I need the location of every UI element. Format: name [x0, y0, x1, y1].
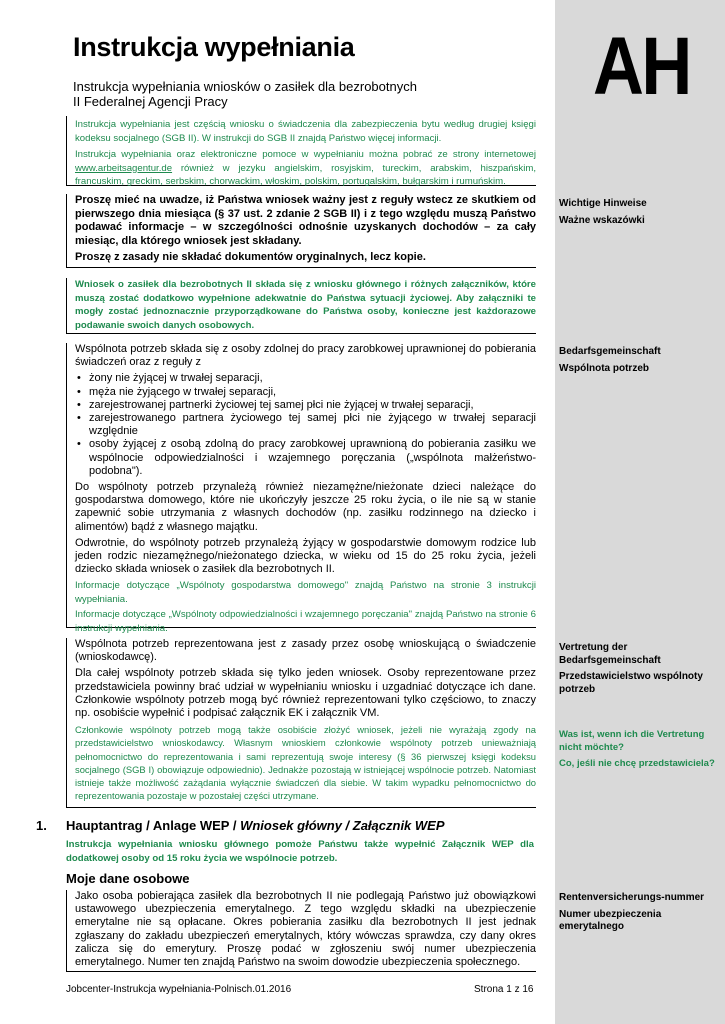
- sidebar-representation-de: Vertretung der Bedarfsgemeinschaft: [559, 642, 661, 666]
- list-item: • zarejestrowanej partnerki życiowej tej samej płci nie żyjącej w trwałej separacji,: [75, 399, 536, 412]
- list-item: • żony nie żyjącej w trwałej separacji,: [75, 372, 536, 385]
- notice-green-text: Wniosek o zasiłek dla bezrobotnych II składa się z wniosku głównego i różnych załączników, które muszą zostać dodatkowo wypełnione adekwatnie do Państwa sytuacji życiowej. Aby załączniki te mogły zostać jednoznacznie przyporządkowane do Państwa osoby, konieczne jest każdorazowe podawanie swoich danych osobowych.: [75, 279, 536, 331]
- sidebar-hints-de: Wichtige Hinweise: [559, 198, 647, 209]
- sidebar-representation-pl: Przedstawicielstwo wspólnoty potrzeb: [559, 671, 703, 695]
- representation-paragraph-2: Dla całej wspólnoty potrzeb składa się tylko jeden wniosek. Osoby reprezentowane przez przedstawiciela powinny brać udział w wypełnianiu wniosku i uzgadniać dotyczące ich dane. Członkowie wspólnoty potrzeb mogą być również reprezentowani tylko częściowo, to znaczy np. osobiście wypełnić i podpisać załącznik EK i załącznik VM.: [75, 667, 536, 720]
- pension-text: Jako osoba pobierająca zasiłek dla bezrobotnych II nie podlegają Państwo już obowiązkowi ustawowego ubezpieczenia emerytalnego. Z tego względu składki na ubezpieczenie emerytalne nie są opłacane. Okres pobierania zasiłku dla bezrobotnych II jest jednak zgłaszany do zakładu ubezpieczeń emerytalnych, który wówczas sprawdza, czy dany okres zalicza się do emerytury. Proszę podać w zgłoszeniu swój numer ubezpieczenia emerytalnego. Numer ten znajdą Państwo na swoim dowodzie ubezpieczenia społecznego.: [75, 890, 536, 969]
- subtitle-line-2: II Federalnej Agencji Pracy: [73, 94, 228, 109]
- form-code-badge: AH: [593, 21, 690, 112]
- representation-paragraph-1: Wspólnota potrzeb reprezentowana jest z zasady przez osobę wnioskującą o świadczenie (wnioskodawcę).: [75, 638, 536, 664]
- sidebar-hints: [559, 198, 721, 231]
- sidebar-community-pl: Wspólnota potrzeb: [559, 362, 649, 374]
- subheading-personal-data: Moje dane osobowe: [66, 871, 190, 886]
- intro-box: [66, 116, 536, 186]
- community-intro: Wspólnota potrzeb składa się z osoby zdolnej do pracy zarobkowej uprawnionej do pobierania świadczeń oraz z reguły z: [75, 343, 536, 369]
- sidebar-question-pl: Co, jeśli nie chcę przedstawiciela?: [559, 758, 715, 769]
- footer-document-id: Jobcenter-Instrukcja wypełniania-Polnisch.01.2016: [66, 984, 292, 995]
- sidebar-pension: [559, 892, 721, 938]
- section-title: Hauptantrag / Anlage WEP / Wniosek główny / Załącznik WEP: [66, 818, 445, 833]
- important-notice-box: [66, 194, 536, 268]
- community-paragraph-3: Odwrotnie, do wspólnoty potrzeb przynależą żyjący w gospodarstwie domowym rodzice lub jeden rodzic niezamężnego/nieżonatego dziecka, w wieku od 15 do 25 roku życia, jeżeli dziecko składa wniosek o zasiłek dla bezrobotnych II.: [75, 536, 536, 576]
- sidebar-pension-pl: Numer ubezpieczenia emerytalnego: [559, 908, 662, 932]
- page-subtitle: [73, 79, 417, 109]
- page-title: Instrukcja wypełniania: [73, 32, 355, 62]
- representation-box: [66, 638, 536, 808]
- list-item: • zarejestrowanego partnera życiowego tej samej płci nie żyjącego w trwałej separacji względnie: [75, 412, 536, 438]
- community-green-note-1: Informacje dotyczące „Wspólnoty gospodarstwa domowego" znajdą Państwo na stronie 3 instrukcji wypełniania.: [75, 580, 536, 605]
- representation-green-note: Członkowie wspólnoty potrzeb mogą także osobiście złożyć wniosek, jeżeli nie wyrażają zgody na przedstawicielstwo wnioskodawcy. Własnym wnioskiem członkowie wspólnoty potrzeb unieważniają pełnomocnictwo do reprezentowania i sami reprezentują swoje interesy (§ 36 pierwszej księgi kodeksu socjalnego (SGB I) obowiązuje odpowiednio). Jednakże pozostają w istniejącej wspólnocie potrzeb. Natomiast istnieje także możliwość zażądania wyłącznie świadczeń dla siebie. W takim wypadku pełnomocnictwo do reprezentowania pozostaje w pozostałej części utrzymane.: [75, 724, 536, 802]
- sidebar-question: [559, 729, 721, 775]
- subtitle-line-1: Instrukcja wypełniania wniosków o zasiłek dla bezrobotnych: [73, 79, 417, 94]
- list-item: • męża nie żyjącego w trwałej separacji,: [75, 386, 536, 399]
- community-box: [66, 343, 536, 634]
- arbeitsagentur-link[interactable]: www.arbeitsagentur.de: [75, 162, 173, 174]
- intro-paragraph-2: Instrukcja wypełniania oraz elektroniczne pomoce w wypełnianiu można pobrać ze strony internetowej www.arbeitsagentur.de również w jezyku angielskim, rosyjskim, tureckim, arabskim, hiszpańskim, francuskim, greckim, serbskim, chorwackim, włoskim, polskim, portugalskim, bułgarskim i rumuńskim.: [75, 149, 536, 187]
- sidebar-representation: [559, 642, 721, 700]
- section-note: Instrukcja wypełniania wniosku głównego pomoże Państwu także wypełnić Załącznik WEP dla dodatkowej osoby od 15 roku życia we wspólnocie potrzeb.: [66, 839, 534, 864]
- community-green-note-2: Informacje dotyczące „Wspólnoty odpowiedzialności i wzajemnego poręczania" znajdą Państwo na stronie 6 instrukcji wypełniania.: [75, 609, 536, 634]
- section-number: 1.: [36, 818, 47, 833]
- list-item: • osoby żyjącej z osobą zdolną do pracy zarobkowej uprawnioną do pobierania zasiłku we wspólnocie odpowiedzialności i wzajemnego poręczania („wspólnota małżeństwo-podobna").: [75, 438, 536, 478]
- pension-box: [66, 890, 536, 972]
- footer-page-number: Strona 1 z 16: [474, 984, 534, 995]
- community-list: [75, 372, 536, 478]
- notice-paragraph-1: Proszę mieć na uwadze, iż Państwa wniosek ważny jest z reguły wstecz ze skutkiem od pierwszego dnia miesiąca (§ 37 ust. 2 zdanie 2 SGB II) i z tego względu muszą Państwo podawać informacje – w szczególności odnośnie uzyskanych dochodów – za cały miesiąc, dla którego wniosek jest składany.: [75, 194, 536, 247]
- sidebar-question-de: Was ist, wenn ich die Vertretung nicht möchte?: [559, 729, 705, 753]
- sidebar-community: [559, 346, 721, 379]
- sidebar-pension-de: Rentenversicherungs-nummer: [559, 892, 705, 903]
- sidebar-hints-pl: Ważne wskazówki: [559, 214, 645, 226]
- community-paragraph-2: Do wspólnoty potrzeb przynależą również niezamężne/nieżonate dzieci należące do gospodarstwa domowego, które nie ukończyły jeszcze 25 roku życia, o ile nie są w stanie zapewnić sobie utrzymania z własnych dochodów (np. zasiłku rodzinnego na dziecko i alimentów) bądź z własnego majątku.: [75, 481, 536, 533]
- notice-paragraph-2: Proszę z zasady nie składać dokumentów oryginalnych, lecz kopie.: [75, 251, 426, 263]
- sidebar-community-de: Bedarfsgemeinschaft: [559, 346, 661, 357]
- right-sidebar: [555, 0, 725, 1024]
- notice-green-box: [66, 278, 536, 334]
- intro-paragraph-1: Instrukcja wypełniania jest częścią wniosku o świadczenia dla zabezpieczenia bytu według drugiej księgi kodeksu socjalnego (SGB II). W instrukcji do SGB II znajdą Państwo więcej informacji.: [75, 119, 536, 144]
